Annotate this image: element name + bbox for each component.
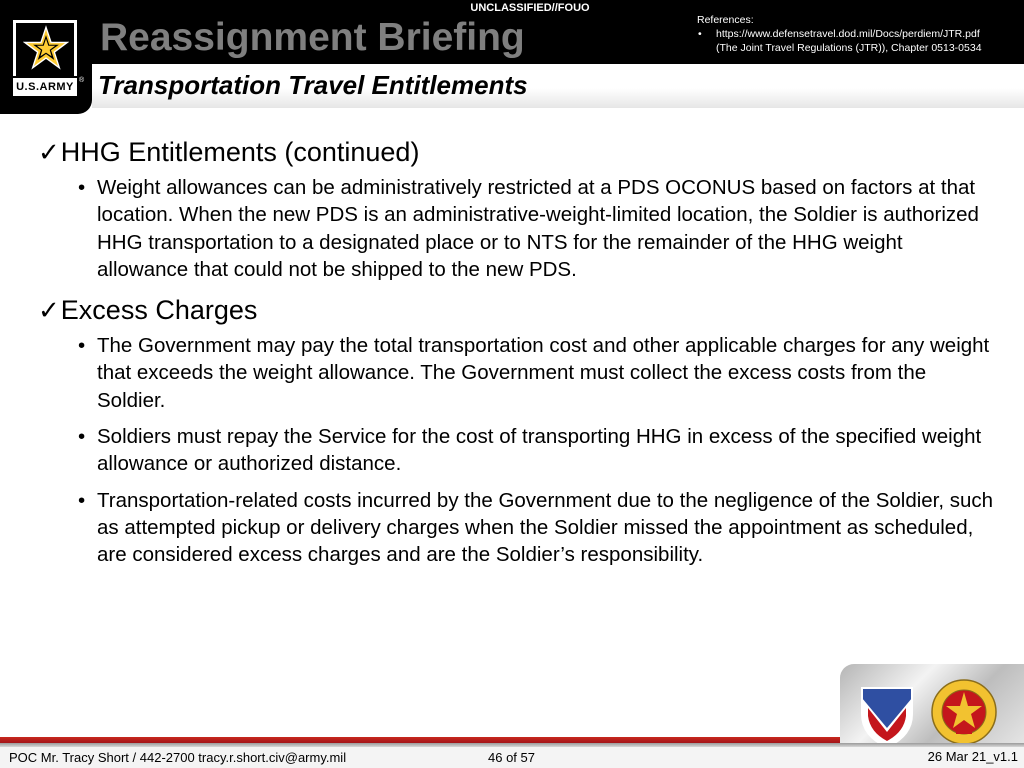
bullet-text: Transportation-related costs incurred by the Government due to the negligence of the Soldier, such as attempted pickup or delivery charges when the Soldier missed the appointment as scheduled, are considered excess charges and are the Soldier’s responsibility. <box>97 488 994 567</box>
section-heading-text: HHG Entitlements (continued) <box>60 137 420 167</box>
bullet-icon: • <box>78 425 86 449</box>
page-title: Reassignment Briefing <box>100 16 525 59</box>
bullet-list <box>38 174 998 283</box>
references-block <box>697 13 1017 55</box>
section-heading-text: Excess Charges <box>60 295 258 326</box>
checkmark-icon: ✓ <box>38 137 60 167</box>
bullet-text: Weight allowances can be administratively restricted at a PDS OCONUS based on factors at that location. When the new PDS is an administrative-weight-limited location, the Soldier is authorized HHG transportation to a designated place or to NTS for the remainder of the HHG weight allowance that could not be shipped to the new PDS. <box>97 176 979 281</box>
section-heading <box>38 134 998 170</box>
army-logo <box>0 0 92 114</box>
bullet-item <box>38 332 998 414</box>
bullet-item <box>38 423 998 478</box>
bullet-icon: • <box>78 488 86 512</box>
references-label: References: <box>697 14 754 26</box>
bullet-item <box>38 487 998 569</box>
bullet-text: The Government may pay the total transportation cost and other applicable charges for any weight that exceeds the weight allowance. The Government must collect the excess costs from the Soldier. <box>97 334 990 412</box>
bullet-list <box>38 332 998 568</box>
bullet-icon: • <box>78 334 86 358</box>
slide-content <box>38 134 998 578</box>
reference-bullet: • <box>698 28 702 40</box>
footer-date-version: 26 Mar 21_v1.1 <box>927 749 1018 764</box>
slide-subtitle: Transportation Travel Entitlements <box>98 70 528 100</box>
bullet-icon: • <box>78 176 86 199</box>
section-hhg-entitlements <box>38 134 998 283</box>
footer-poc: POC Mr. Tracy Short / 442-2700 tracy.r.short.civ@army.mil <box>9 750 347 765</box>
page-number: 46 of 57 <box>488 750 535 765</box>
bullet-item <box>38 174 998 283</box>
reference-note: (The Joint Travel Regulations (JTR)), Chapter 0513-0534 <box>716 42 982 54</box>
registered-mark: ® <box>79 77 85 84</box>
army-star-logo-icon <box>23 25 69 71</box>
section-heading <box>38 292 998 328</box>
support-seal-icon <box>930 678 998 746</box>
reference-item <box>697 27 1017 55</box>
bullet-text: Soldiers must repay the Service for the cost of transporting HHG in excess of the specified weight allowance or authorized distance. <box>97 425 982 476</box>
checkmark-icon: ✓ <box>38 295 60 326</box>
classification-banner: UNCLASSIFIED//FOUO <box>470 2 590 14</box>
army-materiel-command-shield-icon <box>858 684 916 750</box>
section-excess-charges <box>38 292 998 568</box>
reference-url[interactable]: https://www.defensetravel.dod.mil/Docs/perdiem/JTR.pdf <box>716 28 980 40</box>
logo-text: U.S.ARMY <box>13 78 77 96</box>
